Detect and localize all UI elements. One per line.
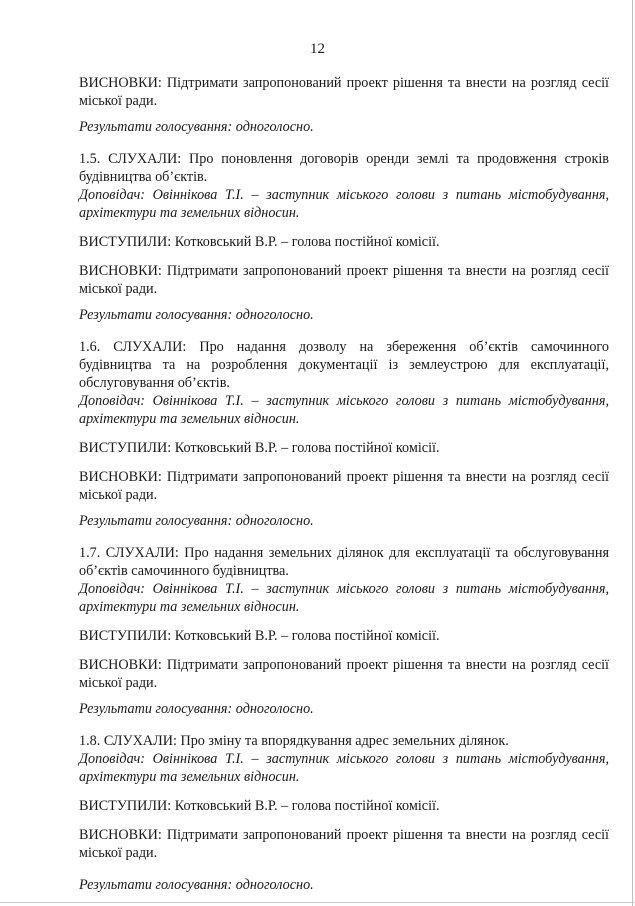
voting-result: Результати голосування: одноголосно. (79, 877, 314, 893)
spoke-text: ВИСТУПИЛИ: Котковський В.Р. – голова постійної комісії. (79, 628, 440, 644)
speaker-text: Доповідач: Овіннікова Т.І. – заступник міського голови з питань містобудування, архітектури та земельних відносин. (79, 751, 609, 785)
minutes-content (79, 74, 609, 894)
item-heard-1-5: 1.5. СЛУХАЛИ: Про поновлення договорів оренди землі та продовження строків будівництва об’єктів. (79, 151, 609, 185)
voting-result: Результати голосування: одноголосно. (79, 513, 314, 529)
spoke-text: ВИСТУПИЛИ: Котковський В.Р. – голова постійної комісії. (79, 234, 440, 250)
voting-result: Результати голосування: одноголосно. (79, 701, 314, 717)
speaker-text: Доповідач: Овіннікова Т.І. – заступник міського голови з питань містобудування, архітектури та земельних відносин. (79, 393, 609, 427)
conclusion-text: ВИСНОВКИ: Підтримати запропонований проект рішення та внести на розгляд сесії міської ради. (79, 263, 609, 297)
page-edge-right (632, 0, 633, 906)
page-number: 12 (310, 41, 325, 57)
conclusion-text: ВИСНОВКИ: Підтримати запропонований проект рішення та внести на розгляд сесії міської ради. (79, 469, 609, 503)
spoke-text: ВИСТУПИЛИ: Котковський В.Р. – голова постійної комісії. (79, 798, 440, 814)
spoke-text: ВИСТУПИЛИ: Котковський В.Р. – голова постійної комісії. (79, 440, 440, 456)
item-heard-1-7: 1.7. СЛУХАЛИ: Про надання земельних ділянок для експлуатації та обслуговування об’єктів самочинного будівництва. (79, 545, 609, 579)
item-heard-1-6: 1.6. СЛУХАЛИ: Про надання дозволу на збереження об’єктів самочинного будівництва та на розроблення документації із землеустрою для експлуатації, обслуговування об’єктів. (79, 339, 609, 391)
speaker-text: Доповідач: Овіннікова Т.І. – заступник міського голови з питань містобудування, архітектури та земельних відносин. (79, 187, 609, 221)
conclusion-text: ВИСНОВКИ: Підтримати запропонований проект рішення та внести на розгляд сесії міської ради. (79, 827, 609, 861)
voting-result: Результати голосування: одноголосно. (79, 307, 314, 323)
item-heard-1-8: 1.8. СЛУХАЛИ: Про зміну та впорядкування адрес земельних ділянок. (79, 733, 509, 749)
speaker-text: Доповідач: Овіннікова Т.І. – заступник міського голови з питань містобудування, архітектури та земельних відносин. (79, 581, 609, 615)
voting-result: Результати голосування: одноголосно. (79, 119, 314, 135)
page-edge-bottom (0, 902, 635, 903)
conclusion-text: ВИСНОВКИ: Підтримати запропонований проект рішення та внести на розгляд сесії міської ради. (79, 657, 609, 691)
conclusion-text: ВИСНОВКИ: Підтримати запропонований проект рішення та внести на розгляд сесії міської ради. (79, 75, 609, 109)
